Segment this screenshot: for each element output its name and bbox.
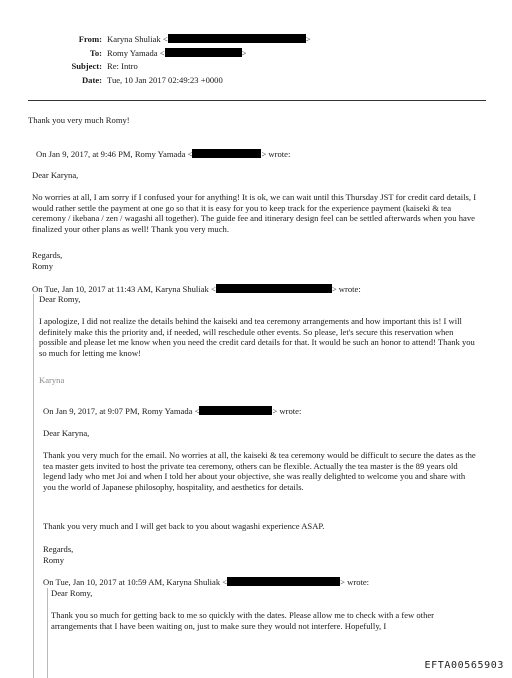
redaction-bar	[216, 284, 332, 293]
header-to-row	[0, 48, 512, 62]
redaction-bar	[199, 406, 272, 415]
redaction-bar	[227, 577, 340, 586]
quote2-greeting: Dear Romy,	[39, 294, 81, 304]
quote2-attribution: On Tue, Jan 10, 2017 at 11:43 AM, Karyna Shuliak < > wrote:	[32, 284, 361, 294]
quote1-closing: Regards,	[32, 250, 63, 260]
opening-line: Thank you very much Romy!	[28, 115, 130, 125]
redaction-bar	[192, 149, 261, 158]
from-name: Karyna Shuliak <	[107, 34, 168, 44]
quote1-signature: Romy	[32, 261, 54, 271]
quote2-signature: Karyna	[39, 375, 65, 385]
from-close: >	[305, 34, 311, 44]
quote-level-2-bar	[33, 398, 34, 678]
header-subject-row	[0, 61, 512, 75]
to-close: >	[241, 47, 247, 58]
email-header	[0, 34, 512, 88]
quote-level-3-bar	[47, 588, 48, 678]
quote3-greeting: Dear Karyna,	[43, 428, 90, 438]
quote3-paragraph2: Thank you very much and I will get back to you about wagashi experience ASAP.	[43, 521, 325, 531]
redaction-bar	[165, 48, 242, 57]
header-from-row	[0, 34, 512, 48]
quote1-paragraph: No worries at all, I am sorry if I confused your for anything! It is ok, we can wait until this Thursday JST for credit card details, I would rather settle the payment at one go so that it is easy for you to keep track for the experience payment (kaiseki & tea ceremony / ikebana / zen / wagashi all together). The guide fee and itinerary design feel can be settled afterwards when you have finalized your other plans as well! Thank you very much.	[32, 192, 477, 234]
document-id: EFTA00565903	[424, 660, 504, 672]
quote3-paragraph1: Thank you very much for the email. No worries at all, the kaiseki & tea ceremony would be difficult to secure the dates as the tea master gets invited to host the private tea ceremony, others can be flexible. Actually the tea master is the 89 years old legend lady who met Joi and when I told her about your objective, she was really delighted to welcome you and share with you the world of Japanese philosophy, hospitality, and aesthetics for details.	[43, 450, 476, 492]
quote4-greeting: Dear Romy,	[51, 588, 93, 598]
date-value: Tue, 10 Jan 2017 02:49:23 +0000	[107, 74, 223, 85]
subject-value: Re: Intro	[107, 61, 138, 71]
quote3-signature: Romy	[43, 555, 65, 565]
quote3-attribution: On Jan 9, 2017, at 9:07 PM, Romy Yamada < > wrote:	[43, 406, 302, 416]
quote4-paragraph: Thank you so much for getting back to me so quickly with the dates. Please allow me to check with a few other arrangements that I have been waiting on, just to make sure they would not interfere. Hopefully, I	[51, 610, 435, 631]
subject-label: Subject:	[71, 61, 102, 71]
header-date-row	[0, 75, 512, 89]
quote2-paragraph: I apologize, I did not realize the details behind the kaiseki and tea ceremony arrangements and how important this is! I will definitely make this the priority and, if needed, will reschedule other events. So please, let's secure this reservation when possible and please let me know when you need the credit card details for that. It would be such an honor to attend! Thank you so much for letting me know!	[39, 316, 475, 358]
quote4-attribution: On Tue, Jan 10, 2017 at 10:59 AM, Karyna Shuliak < > wrote:	[43, 577, 370, 587]
header-divider	[28, 100, 486, 101]
to-label: To:	[89, 47, 102, 58]
date-label: Date:	[81, 74, 102, 85]
to-name: Romy Yamada <	[107, 47, 165, 58]
quote3-closing: Regards,	[43, 544, 74, 554]
quote1-attribution: On Jan 9, 2017, at 9:46 PM, Romy Yamada < > wrote:	[36, 149, 291, 159]
from-label: From:	[78, 34, 102, 44]
quote1-greeting: Dear Karyna,	[32, 170, 79, 180]
redaction-bar	[168, 34, 306, 43]
